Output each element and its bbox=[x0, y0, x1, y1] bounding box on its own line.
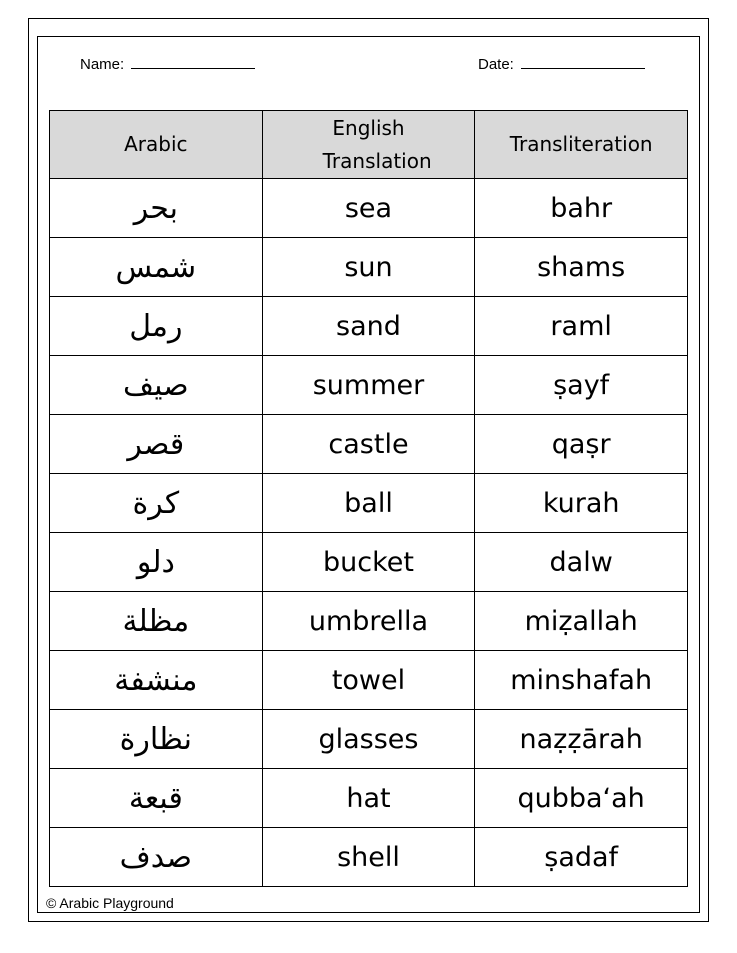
arabic-word: نظارة bbox=[50, 710, 263, 769]
arabic-word: مظلة bbox=[50, 592, 263, 651]
transliteration-word: miẓallah bbox=[475, 592, 688, 651]
column-header-arabic: Arabic bbox=[50, 111, 263, 179]
table-row bbox=[50, 592, 688, 651]
arabic-word: دلو bbox=[50, 533, 263, 592]
vocabulary-table bbox=[49, 110, 688, 887]
transliteration-word: ṣayf bbox=[475, 356, 688, 415]
copyright-credit: © Arabic Playground bbox=[46, 895, 174, 911]
date-label: Date: bbox=[478, 56, 514, 73]
transliteration-word: bahr bbox=[475, 179, 688, 238]
table-row bbox=[50, 356, 688, 415]
english-word: shell bbox=[262, 828, 475, 887]
transliteration-word: raml bbox=[475, 297, 688, 356]
arabic-word: قبعة bbox=[50, 769, 263, 828]
transliteration-word: kurah bbox=[475, 474, 688, 533]
english-word: umbrella bbox=[262, 592, 475, 651]
transliteration-word: qubbaʻah bbox=[475, 769, 688, 828]
table-body bbox=[50, 179, 688, 887]
transliteration-word: dalw bbox=[475, 533, 688, 592]
table-row bbox=[50, 769, 688, 828]
table-header-row bbox=[50, 111, 688, 179]
english-word: ball bbox=[262, 474, 475, 533]
arabic-word: كرة bbox=[50, 474, 263, 533]
name-blank-line[interactable] bbox=[131, 55, 255, 69]
english-word: sand bbox=[262, 297, 475, 356]
transliteration-word: qaṣr bbox=[475, 415, 688, 474]
arabic-word: رمل bbox=[50, 297, 263, 356]
arabic-word: قصر bbox=[50, 415, 263, 474]
date-field bbox=[478, 55, 645, 73]
table-row bbox=[50, 533, 688, 592]
table-row bbox=[50, 651, 688, 710]
table-row bbox=[50, 415, 688, 474]
name-label: Name: bbox=[80, 56, 125, 73]
transliteration-word: minshafah bbox=[475, 651, 688, 710]
english-word: sun bbox=[262, 238, 475, 297]
table-row bbox=[50, 474, 688, 533]
arabic-word: شمس bbox=[50, 238, 263, 297]
table-row bbox=[50, 297, 688, 356]
arabic-word: صيف bbox=[50, 356, 263, 415]
english-word: castle bbox=[262, 415, 475, 474]
english-word: summer bbox=[262, 356, 475, 415]
transliteration-word: shams bbox=[475, 238, 688, 297]
english-word: towel bbox=[262, 651, 475, 710]
table-row bbox=[50, 238, 688, 297]
table-row bbox=[50, 710, 688, 769]
column-header-transliteration: Transliteration bbox=[475, 111, 688, 179]
arabic-word: منشفة bbox=[50, 651, 263, 710]
english-word: glasses bbox=[262, 710, 475, 769]
arabic-word: صدف bbox=[50, 828, 263, 887]
column-header-english: English Translation bbox=[262, 111, 475, 179]
english-word: sea bbox=[262, 179, 475, 238]
table-row bbox=[50, 828, 688, 887]
arabic-word: بحر bbox=[50, 179, 263, 238]
name-field bbox=[80, 55, 255, 73]
english-word: bucket bbox=[262, 533, 475, 592]
transliteration-word: naẓẓārah bbox=[475, 710, 688, 769]
transliteration-word: ṣadaf bbox=[475, 828, 688, 887]
table-row bbox=[50, 179, 688, 238]
date-blank-line[interactable] bbox=[521, 55, 645, 69]
english-word: hat bbox=[262, 769, 475, 828]
